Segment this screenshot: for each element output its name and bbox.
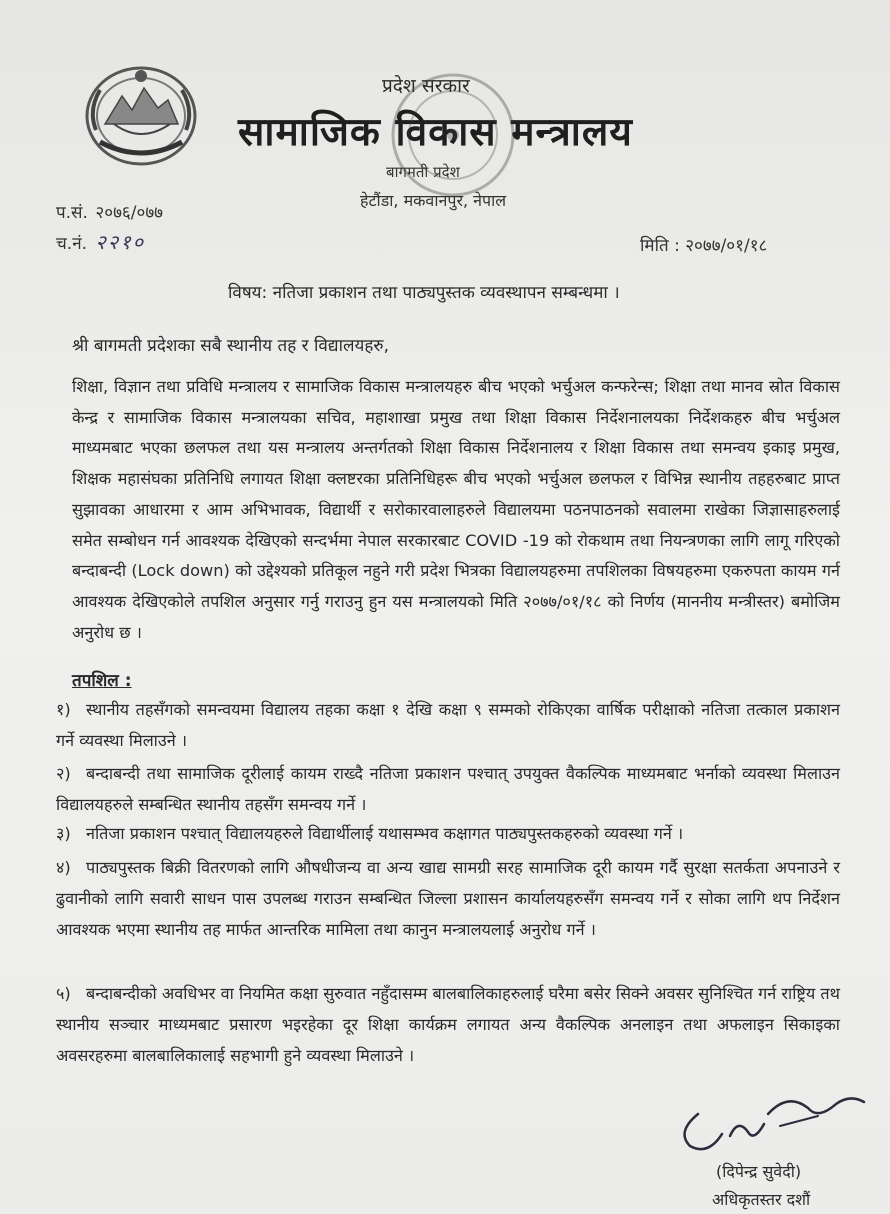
item-text: पाठ्यपुस्तक बिक्री वितरणको लागि औषधीजन्य वा अन्य खाद्य सामग्री सरह सामाजिक दूरी कायम गर्दै सुरक्षा सतर्कता अपनाउने र ढुवानीको लागि सवारी साधन पास उपलब्ध गराउन सम्बन्धित जिल्ला प्रशासन कार्यालयहरुसँग समन्वय गर्ने र सोका लागि थप निर्देशन आवश्यक भएमा स्थानीय तह मार्फत आन्तरिक मामिला तथा कानुन मन्त्रालयलाई अनुरोध गर्ने । — [56, 858, 840, 939]
letter-addressee: श्री बागमती प्रदेशका सबै स्थानीय तह र विद्यालयहरु, — [72, 336, 389, 356]
item-text: स्थानीय तहसँगको समन्वयमा विद्यालय तहका कक्षा १ देखि कक्षा ९ सम्मको रोकिएका वार्षिक परीक्षाको नतिजा तत्काल प्रकाशन गर्ने व्यवस्था मिलाउने । — [56, 700, 840, 750]
item-number: ४) — [56, 858, 71, 877]
date-line — [640, 233, 767, 256]
province-name: बागमती प्रदेश — [386, 163, 460, 181]
signature-icon — [668, 1084, 868, 1164]
letter-body: शिक्षा, विज्ञान तथा प्रविधि मन्त्रालय र सामाजिक विकास मन्त्रालयहरु बीच भएको भर्चुअल कन्फरेन्स; शिक्षा तथा मानव स्रोत विकास केन्द्र र सामाजिक विकास मन्त्रालयका सचिव, महाशाखा प्रमुख तथा शिक्षा विकास निर्देशनालयका निर्देशकहरु बीच भर्चुअल माध्यमबाट भएका छलफल तथा यस मन्त्रालय अन्तर्गतको शिक्षा विकास निर्देशनालय र शिक्षा विकास तथा समन्वय इकाइ प्रमुख, शिक्षक महासंघका प्रतिनिधि लगायत शिक्षा क्लष्टरका प्रतिनिधिहरू बीच भएको भर्चुअल छलफल र विभिन्न स्थानीय तहहरुबाट प्राप्त सुझावका आधारमा र आम अभिभावक, विद्यार्थी र सरोकारवालाहरुले विद्यालयमा पठनपाठनको सवालमा राखेका जिज्ञासाहरुलाई समेत सम्बोधन गर्न आवश्यक देखिएको सन्दर्भमा नेपाल सरकारबाट COVID -19 को रोकथाम तथा नियन्त्रणका लागि लागू गरिएको बन्दाबन्दी (Lock down) को उद्देश्यको प्रतिकूल नहुने गरी प्रदेश भित्रका विद्यालयहरुमा तपशिलका विषयहरुमा एकरुपता कायम गर्न आवश्यक देखिएकोले तपशिल अनुसार गर्नु गराउनु हुन यस मन्त्रालयको मिति २०७७/०१/१८ को निर्णय (माननीय मन्त्रीस्तर) बमोजिम अनुरोध छ । — [72, 377, 840, 642]
letter-subject: विषय: नतिजा प्रकाशन तथा पाठ्यपुस्तक व्यवस्थापन सम्बन्धमा । — [228, 283, 620, 303]
office-address: हेटौंडा, मकवानपुर, नेपाल — [360, 191, 507, 210]
pasa-label: प.सं. — [56, 203, 88, 223]
item-number: ३) — [56, 824, 71, 843]
date-value: २०७७/०१/१८ — [685, 236, 768, 256]
pasa-value: २०७६/०७७ — [95, 203, 164, 223]
pasa-line — [56, 200, 163, 223]
government-heading: प्रदेश सरकार — [382, 75, 470, 97]
item-text: बन्दाबन्दीको अवधिभर वा नियमित कक्षा सुरुवात नहुँदासम्म बालबालिकाहरुलाई घरैमा बसेर सिक्ने अवसर सुनिश्चित गर्न राष्ट्रिय तथ स्थानीय सञ्चार माध्यमबाट प्रसारण भइरहेका दूर शिक्षा कार्यक्रम लगायत अन्य वैकल्पिक अनलाइन तथा अफलाइन सिकाइका अवसरहरुमा बालबालिकालाई सहभागी हुने व्यवस्था मिलाउने । — [56, 984, 840, 1065]
chana-line — [56, 228, 145, 255]
chana-value: २२१० — [95, 230, 146, 254]
list-item — [56, 818, 840, 849]
list-item — [56, 978, 840, 1071]
nepal-emblem-icon — [78, 60, 204, 172]
chana-label: च.नं. — [56, 234, 88, 254]
item-text: नतिजा प्रकाशन पश्चात् विद्यालयहरुले विद्यार्थीलाई यथासम्भव कक्षागत पाठ्यपुस्तकहरुको व्यवस्था गर्ने । — [86, 824, 684, 843]
date-label: मिति : — [640, 236, 680, 256]
signatory-name: (दिपेन्द्र सुवेदी) — [716, 1162, 802, 1181]
item-number: ५) — [56, 984, 71, 1003]
signatory-title: अधिकृतस्तर दशौं — [712, 1190, 811, 1209]
list-item — [56, 852, 840, 945]
list-item — [56, 758, 840, 820]
item-number: २) — [56, 764, 71, 783]
list-item — [56, 694, 840, 756]
tapasil-heading: तपशिल : — [72, 671, 132, 691]
ministry-title: सामाजिक विकास मन्त्रालय — [238, 110, 633, 155]
item-number: १) — [56, 700, 71, 719]
item-text: बन्दाबन्दी तथा सामाजिक दूरीलाई कायम राख्दै नतिजा प्रकाशन पश्चात् उपयुक्त वैकल्पिक माध्यमबाट भर्नाको व्यवस्था मिलाउन विद्यालयहरुले सम्बन्धित स्थानीय तहसँग समन्वय गर्ने । — [56, 764, 840, 814]
